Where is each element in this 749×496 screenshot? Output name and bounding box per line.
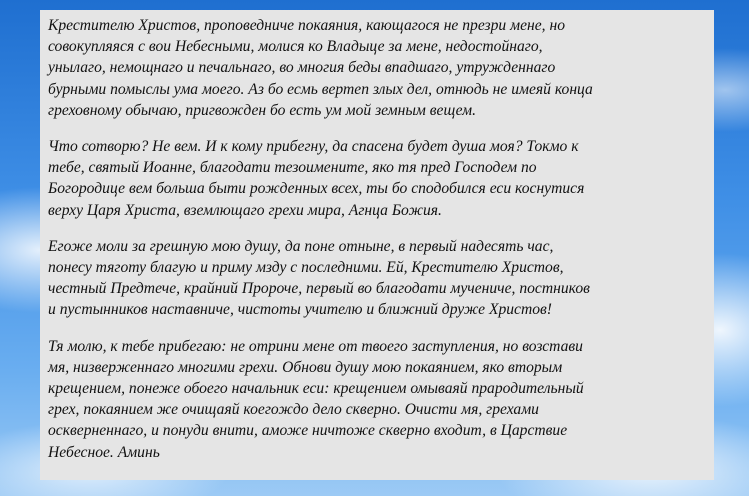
text-line: Богородице вем больша быти рожденных всех, ты бо сподобился еси коснутися (48, 180, 585, 198)
paragraph-4 (48, 336, 706, 463)
paragraph-2 (48, 136, 706, 221)
text-line: оскверненнаго, и понуди внити, аможе ничтоже скверно входит, в Царствие (48, 422, 568, 440)
text-line: Тя молю, к тебе прибегаю: не отрини мене от твоего заступления, но возстави (48, 337, 583, 355)
prayer-text-panel (40, 10, 714, 480)
text-line: Небесное. Аминь (48, 443, 160, 461)
text-line: унылаго, немощнаго и печальнаго, во многия беды впадшаго, утружденнаго (48, 59, 556, 77)
paragraph-3 (48, 236, 706, 321)
text-line: понесу тяготу благую и приму мзду с последними. Ей, Крестителю Христов, (48, 259, 564, 277)
text-line: мя, низверженнаго многими грехи. Обнови душу мою покаянием, яко вторым (48, 358, 563, 376)
text-line: греховному обычаю, пригвожден бо есть ум мой земным вещем. (48, 101, 477, 119)
text-line: совокупляяся с вои Небесными, молися ко Владыце за мене, недостойнаго, (48, 38, 543, 56)
text-line: грех, покаянием же очищаяй коегождо дело скверно. Очисти мя, грехами (48, 401, 539, 419)
text-line: верху Царя Христа, вземлющаго грехи мира, Агнца Божия. (48, 201, 442, 219)
text-line: Что сотворю? Не вем. И к кому прибегну, да спасена будет душа моя? Токмо к (48, 138, 579, 156)
text-line: честный Предтече, крайний Пророче, первый во благодати мучениче, постников (48, 280, 590, 298)
text-line: Крестителю Христов, проповедниче покаяния, кающагося не презри мене, но (48, 17, 565, 34)
text-line: и пустынников наставниче, чистоты учителю и ближний друже Христов! (48, 301, 553, 319)
text-line: Егоже моли за грешную мою душу, да поне отныне, в первый надесять час, (48, 237, 554, 255)
text-line: бурными помыслы ума моего. Аз бо есмь вертеп злых дел, отнюдь не имеяй конца (48, 80, 593, 98)
text-line: тебе, святый Иоанне, благодати тезоимените, яко тя пред Господем по (48, 159, 537, 177)
text-line: крещением, понеже обоего начальник еси: крещением омываяй прародительный (48, 380, 584, 398)
paragraph-1 (48, 15, 706, 121)
